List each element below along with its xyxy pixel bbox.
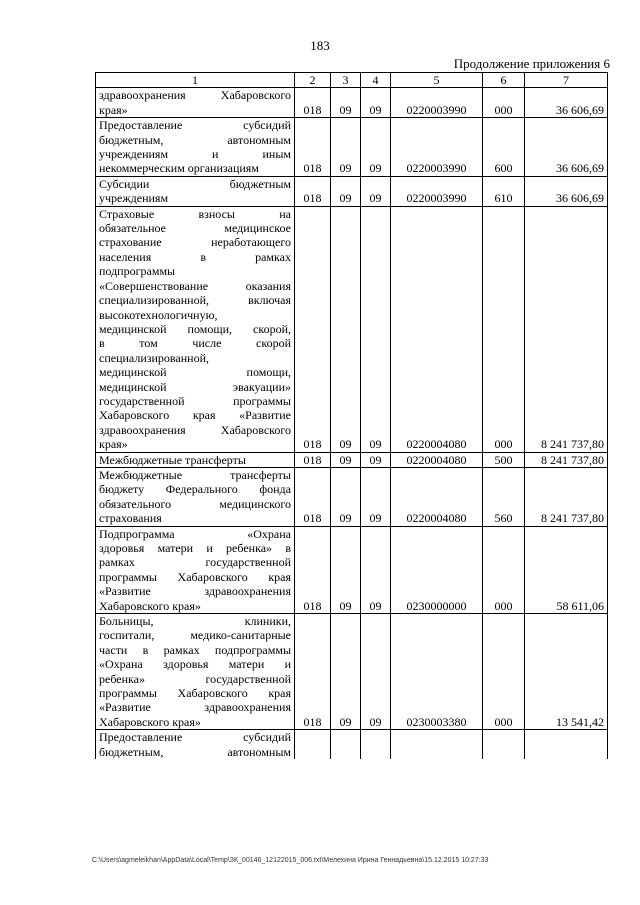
row-code-section: 09 [331,452,361,467]
table-row [96,467,608,526]
row-name-line: «Охрана здоровья матери и [99,657,291,672]
row-name-line: страхования [99,511,162,526]
row-name-line: края» [99,102,128,117]
row-code-ministry: 018 [295,118,331,177]
row-name-line: Хабаровского края» [99,598,201,613]
row-name-line: населения в рамках [99,249,291,264]
row-name-line: специализированной, [99,350,210,365]
row-name-line: медицинской помощи, скорой, [99,321,291,336]
row-name-line: «Совершенствование оказания [99,278,291,293]
row-name-line: Хабаровского края» [99,714,201,729]
row-code-ministry: 018 [295,206,331,452]
row-name-line: бюджетным, автономным [99,132,291,147]
row-code-ministry: 018 [295,526,331,613]
header-row [96,73,608,88]
row-name-line: Подпрограмма «Охрана [99,526,291,541]
row-name-line: края» [99,437,128,452]
row-code-subsection: 09 [361,88,391,118]
row-code-ministry [295,730,331,759]
row-name-line: учреждениям и иным [99,147,291,162]
row-name-line: программы Хабаровского края [99,686,291,701]
row-code-expense-type: 000 [483,526,525,613]
row-code-ministry: 018 [295,614,331,730]
row-code-section [331,730,361,759]
row-code-expense-type: 000 [483,88,525,118]
row-name [96,176,295,206]
row-name-line: Больницы, клиники, [99,614,291,629]
row-name [96,614,295,730]
row-code-subsection: 09 [361,467,391,526]
row-name-line: части в рамках подпрограммы [99,642,291,657]
table-row [96,730,608,759]
row-code-subsection: 09 [361,176,391,206]
row-code-subsection: 09 [361,206,391,452]
row-code-ministry: 018 [295,88,331,118]
row-code-subsection: 09 [361,118,391,177]
table-row [96,118,608,177]
row-name-line: специализированной, включая [99,293,291,308]
column-header-4: 4 [361,73,391,88]
row-code-target: 0220003990 [391,176,483,206]
row-code-section: 09 [331,526,361,613]
table-row [96,176,608,206]
row-name-line: бюджету Федерального фонда [99,482,291,497]
column-header-1: 1 [96,73,295,88]
row-code-section: 09 [331,88,361,118]
column-header-5: 5 [391,73,483,88]
row-code-section: 09 [331,206,361,452]
row-name [96,730,295,759]
row-amount: 36 606,69 [525,118,608,177]
row-code-expense-type: 000 [483,206,525,452]
row-name-line: в том числе скорой [99,336,291,351]
row-name-line: Страховые взносы на [99,206,291,221]
continuation-label: Продолжение приложения 6 [453,56,610,71]
row-code-target: 0220004080 [391,452,483,467]
row-code-ministry: 018 [295,467,331,526]
row-code-target: 0230000000 [391,526,483,613]
row-code-section: 09 [331,118,361,177]
row-code-ministry: 018 [295,176,331,206]
row-code-section: 09 [331,467,361,526]
row-code-target: 0230003380 [391,614,483,730]
row-amount: 8 241 737,80 [525,206,608,452]
row-amount: 36 606,69 [525,176,608,206]
column-header-3: 3 [331,73,361,88]
row-code-target: 0220004080 [391,206,483,452]
row-name-line: ребенка» государственной [99,671,291,686]
column-header-7: 7 [525,73,608,88]
row-code-subsection: 09 [361,614,391,730]
row-name-line: Субсидии бюджетным [99,176,291,191]
row-name-line: программы Хабаровского края [99,569,291,584]
row-name [96,526,295,613]
row-name-line: Предоставление субсидий [99,730,291,745]
row-name-line: медицинской эвакуации» [99,379,291,394]
table-body [96,88,608,759]
table-row [96,526,608,613]
row-name-line: госпитали, медико-санитарные [99,628,291,643]
row-code-target: 0220003990 [391,118,483,177]
row-code-expense-type: 000 [483,614,525,730]
row-code-expense-type: 560 [483,467,525,526]
row-name-line: здравоохранения Хабаровского [99,422,291,437]
row-name-line: «Развитие здравоохранения [99,584,291,599]
row-name-line: Межбюджетные трансферты [99,452,246,467]
row-code-target: 0220003990 [391,88,483,118]
row-name-line: некоммерческим организациям [99,161,259,176]
row-name-line: «Развитие здравоохранения [99,700,291,715]
row-amount [525,730,608,759]
table-row [96,452,608,467]
row-code-subsection [361,730,391,759]
row-code-expense-type: 600 [483,118,525,177]
column-header-6: 6 [483,73,525,88]
row-code-subsection: 09 [361,452,391,467]
table-row [96,206,608,452]
row-name-line: Предоставление субсидий [99,118,291,133]
page-number: 183 [310,38,330,53]
row-amount: 13 541,42 [525,614,608,730]
table-row [96,614,608,730]
row-code-subsection: 09 [361,526,391,613]
footer-path: C:\Users\agmeleikhan\AppData\Local\Temp\ЗК_00146_12122015_006.txt\Мелехина Ирина Геннадьевна\15.12.2015 10:27:33 [92,857,489,864]
row-name-line: Межбюджетные трансферты [99,467,291,482]
row-name [96,206,295,452]
row-name-line: государственной программы [99,393,291,408]
row-code-expense-type: 610 [483,176,525,206]
column-header-2: 2 [295,73,331,88]
table-row [96,88,608,118]
row-name-line: здравоохранения Хабаровского [99,88,291,103]
row-name-line: здоровья матери и ребенка» в [99,541,291,555]
row-name-line: высокотехнологичную, [99,307,218,322]
row-code-target: 0220004080 [391,467,483,526]
row-name-line: страхование неработающего [99,235,291,250]
row-name [96,88,295,118]
row-amount: 8 241 737,80 [525,452,608,467]
row-code-expense-type: 500 [483,452,525,467]
row-code-section: 09 [331,614,361,730]
row-code-expense-type [483,730,525,759]
row-name-line: медицинской помощи, [99,365,291,380]
row-name [96,118,295,177]
row-name-line: обязательное медицинское [99,221,291,236]
row-name-line: рамках государственной [99,555,291,570]
row-name-line: учреждениям [99,191,169,206]
row-amount: 58 611,06 [525,526,608,613]
row-name-line: бюджетным, автономным [99,744,291,759]
row-code-ministry: 018 [295,452,331,467]
row-name-line: обязательного медицинского [99,496,291,511]
row-name-line: Хабаровского края «Развитие [99,408,291,423]
row-amount: 36 606,69 [525,88,608,118]
row-code-section: 09 [331,176,361,206]
row-amount: 8 241 737,80 [525,467,608,526]
row-code-target [391,730,483,759]
row-name [96,467,295,526]
budget-table [95,72,608,759]
row-name [96,452,295,467]
row-name-line: подпрограммы [99,264,176,279]
